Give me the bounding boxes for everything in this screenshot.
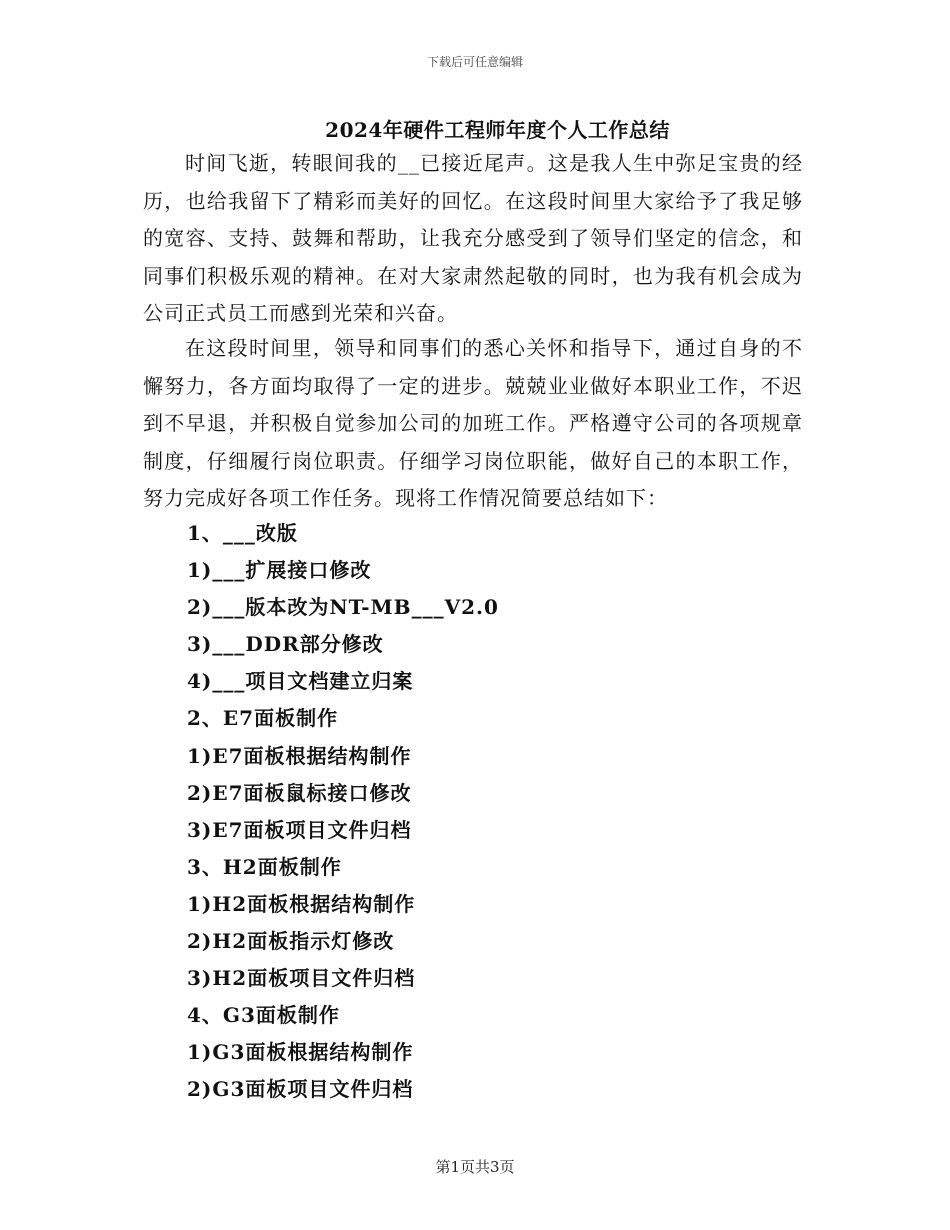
list-item: 1、___改版 <box>187 521 298 545</box>
list-item: 3)E7面板项目文件归档 <box>187 817 412 842</box>
list-item: 2)G3面板项目文件归档 <box>187 1077 414 1102</box>
work-item-list <box>187 515 499 1109</box>
list-item: 2)H2面板指示灯修改 <box>187 929 395 954</box>
list-item: 3)H2面板项目文件归档 <box>187 966 416 991</box>
list-item: 3、H2面板制作 <box>187 854 342 879</box>
list-item: 2、E7面板制作 <box>187 706 339 731</box>
list-item: 1)E7面板根据结构制作 <box>187 743 412 768</box>
list-item: 3)___DDR部分修改 <box>187 632 384 657</box>
page-header: 下载后可任意编辑 <box>426 55 523 69</box>
paragraph-summary: 在这段时间里，领导和同事们的悉心关怀和指导下，通过自身的不懈努力，各方面均取得了一定的进步。兢兢业业做好本职业工作，不迟到不早退，并积极自觉参加公司的加班工作。严格遵守公司的各项规章制度，仔细履行岗位职责。仔细学习岗位职能，做好自己的本职工作，努力完成好各项工作任务。现将工作情况简要总结如下： <box>143 336 803 510</box>
list-item: 1)H2面板根据结构制作 <box>187 891 416 916</box>
list-item: 4)___项目文档建立归案 <box>187 669 414 694</box>
list-item: 4、G3面板制作 <box>187 1003 340 1028</box>
list-item: 2)E7面板鼠标接口修改 <box>187 780 412 805</box>
list-item: 1)G3面板根据结构制作 <box>187 1040 414 1065</box>
document-title: 2024年硬件工程师年度个人工作总结 <box>325 118 670 142</box>
page-footer: 第1页共3页 <box>435 1158 515 1176</box>
list-item: 2)___版本改为NT-MB___V2.0 <box>187 595 499 620</box>
list-item: 1)___扩展接口修改 <box>187 558 372 583</box>
paragraph-intro: 时间飞逝，转眼间我的__已接近尾声。这是我人生中弥足宝贵的经历，也给我留下了精彩而美好的回忆。在这段时间里大家给予了我足够的宽容、支持、鼓舞和帮助，让我充分感受到了领导们坚定的信念，和同事们积极乐观的精神。在对大家肃然起敬的同时，也为我有机会成为公司正式员工而感到光荣和兴奋。 <box>143 151 803 325</box>
